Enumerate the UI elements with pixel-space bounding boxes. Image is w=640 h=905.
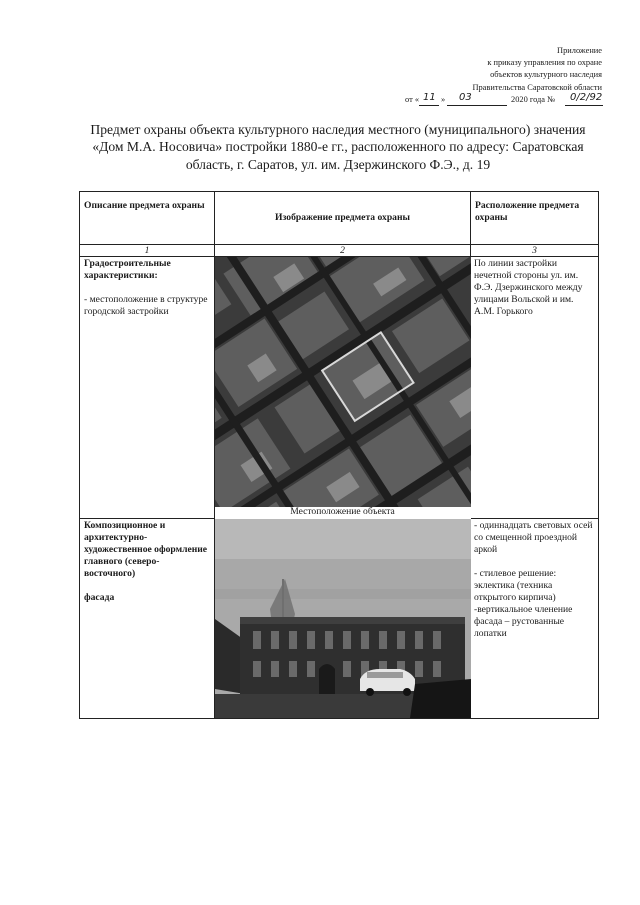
image-cell (215, 519, 471, 719)
column-number-row (80, 245, 599, 257)
row-title-continued: фасада (84, 592, 115, 603)
day-underline (419, 105, 439, 106)
column-number: 1 (80, 245, 215, 257)
appendix-block (342, 45, 602, 94)
table-row (80, 257, 599, 519)
description-cell (80, 257, 215, 519)
appendix-line: объектов культурного наследия (490, 70, 602, 80)
image-cell (215, 257, 471, 519)
order-ref-number: 0/2/92 (570, 92, 603, 103)
order-ref-mid: » (441, 95, 446, 104)
number-underline (565, 105, 603, 106)
location-cell (471, 519, 599, 719)
protection-subject-table (79, 191, 599, 719)
column-header: Расположение предмета охраны (471, 192, 599, 245)
month-underline (447, 105, 507, 106)
location-cell: По линии застройки нечетной стороны ул. им. Ф.Э. Дзержинского между улицами Вольской и им. А.М. Горького (471, 257, 599, 519)
column-number: 3 (471, 245, 599, 257)
feature-text: - одиннадцать световых осей со смещенной проездной аркой (474, 520, 593, 555)
column-number: 2 (215, 245, 471, 257)
order-ref-prefix: от « (405, 95, 420, 104)
row-description: - местоположение в структуре городской застройки (84, 294, 208, 317)
appendix-line: Приложение (557, 46, 602, 55)
description-cell (80, 519, 215, 719)
order-ref-year: 2020 года № (511, 95, 556, 104)
feature-text: - стилевое решение: эклектика (техника открытого кирпича) (474, 568, 557, 603)
column-header: Изображение предмета охраны (215, 192, 471, 245)
facade-photo (215, 519, 471, 718)
appendix-line: Правительства Саратовской области (472, 82, 602, 92)
feature-text: -вертикальное членение фасада – рустованные лопатки (474, 604, 573, 639)
appendix-line: к приказу управления по охране (487, 58, 602, 68)
order-reference (405, 92, 605, 107)
column-header: Описание предмета охраны (80, 192, 215, 245)
table-header-row (80, 192, 599, 245)
document-title: Предмет охраны объекта культурного наследия местного (муниципального) значения «Дом М.А. Носовича» постройки 1880-е гг., расположенного по адресу: Саратовская область, г. Саратов, ул. им. Дзержинского Ф.Э., д. 19 (90, 122, 586, 172)
table-row (80, 519, 599, 719)
image-caption: Местоположение объекта (290, 506, 395, 517)
row-title: Градостроительные характеристики: (84, 258, 171, 281)
order-ref-month: 03 (459, 92, 472, 103)
order-ref-day: 11 (423, 92, 436, 103)
row-title: Композиционное и архитектурно-художественное оформление главного (северо-восточного) (84, 520, 208, 579)
aerial-map-image (215, 257, 471, 520)
